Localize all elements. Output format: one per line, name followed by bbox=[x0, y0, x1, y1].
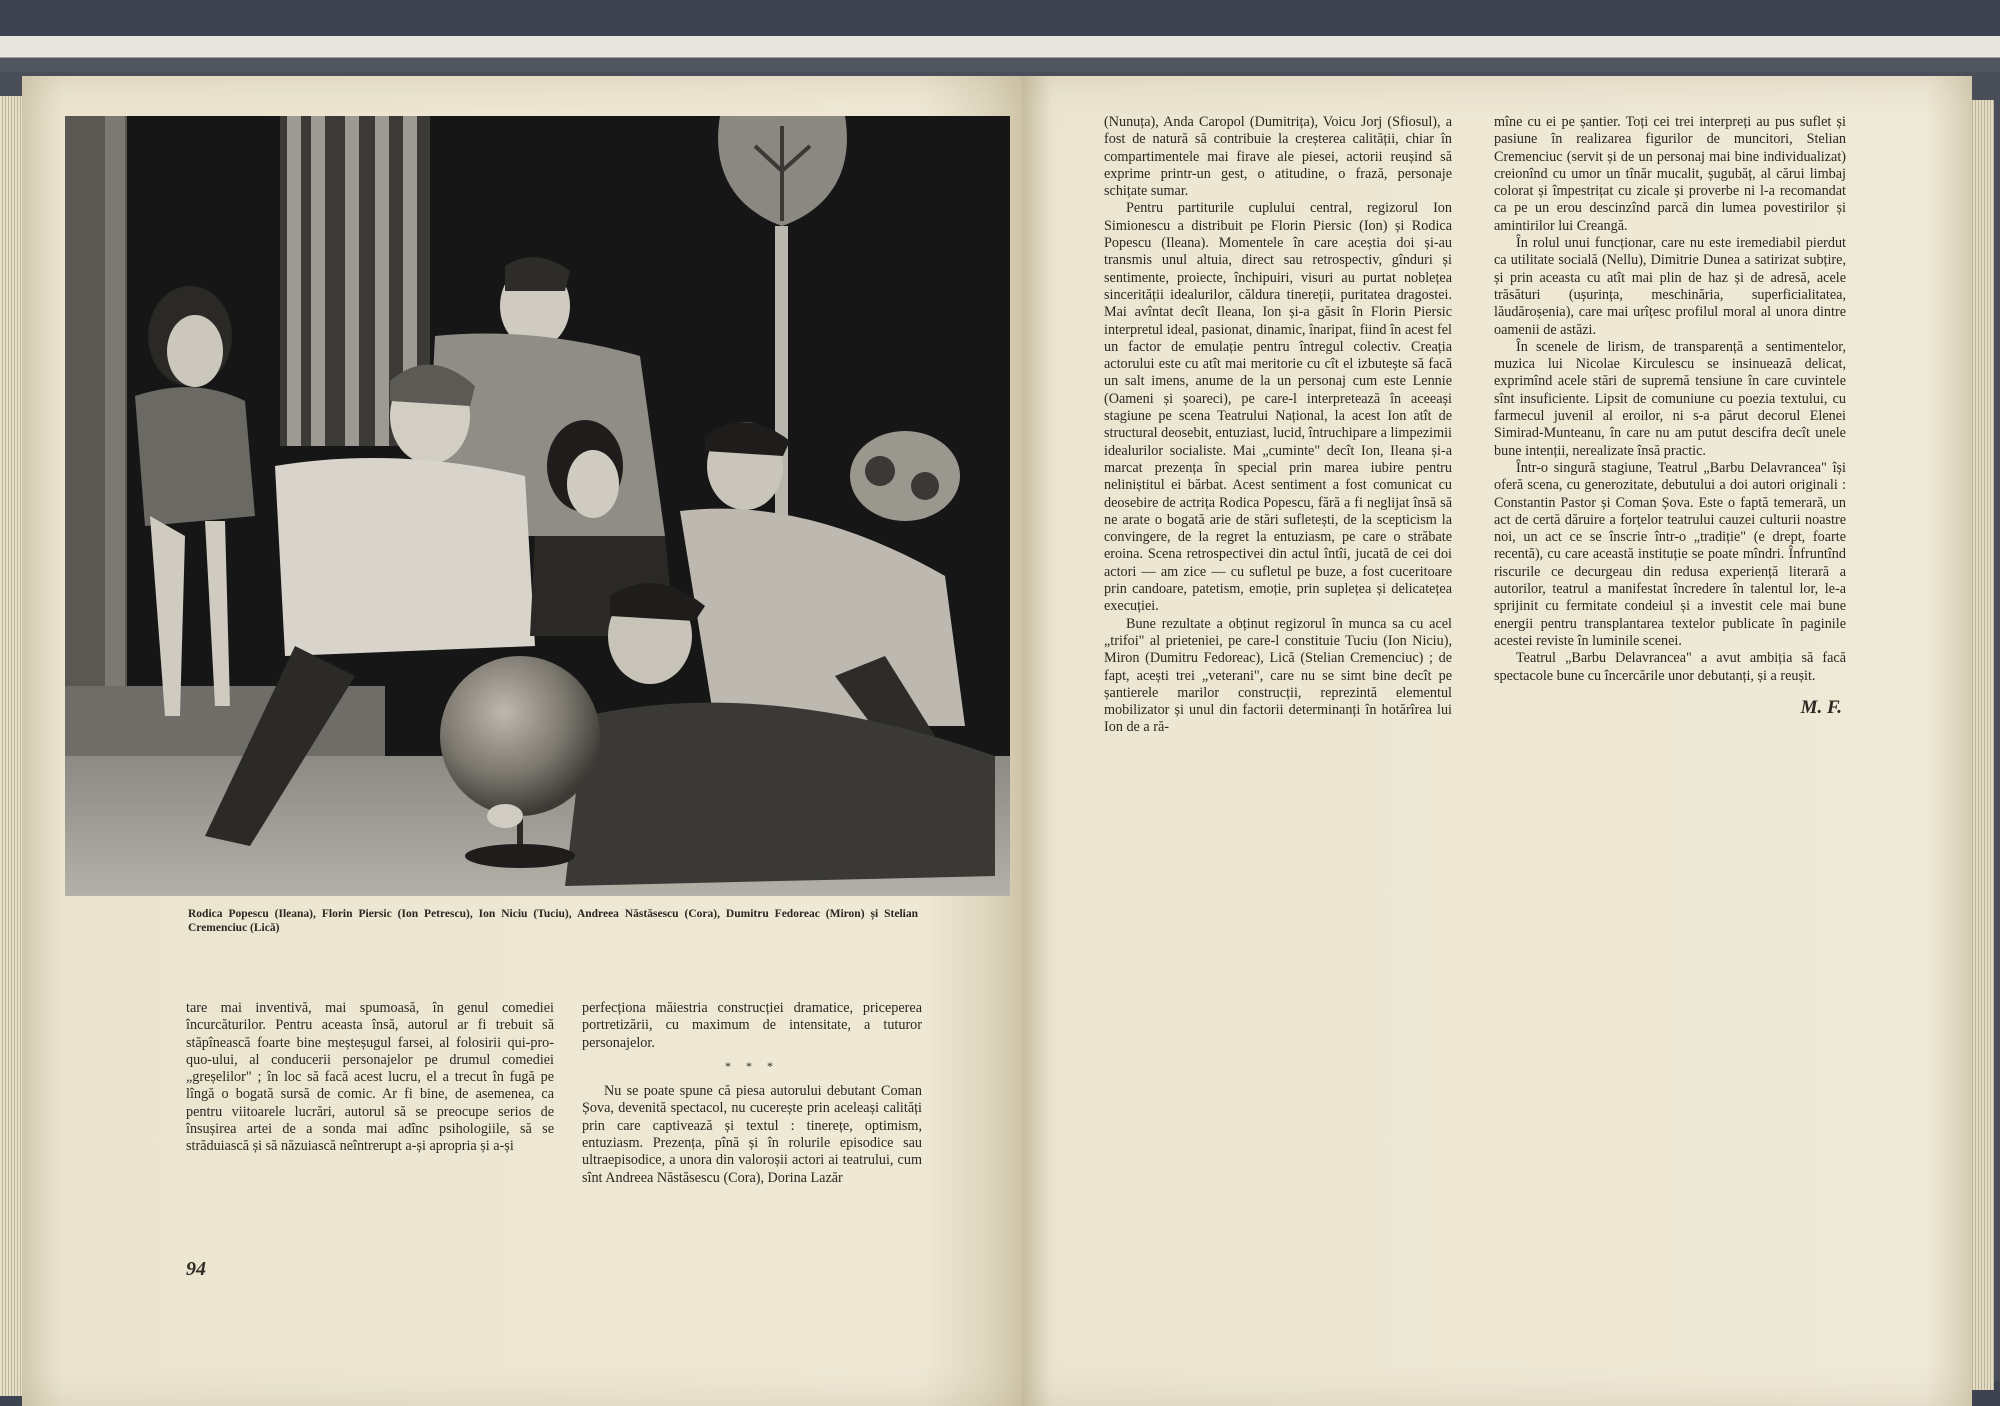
photo-caption: Rodica Popescu (Ileana), Florin Piersic (Ion Petrescu), Ion Niciu (Tuciu), Andreea Năstăsescu (Cora), Dumitru Fedoreac (Miron) și Stelian Cremenciuc (Lică) bbox=[188, 908, 918, 934]
author-signature: M. F. bbox=[1800, 696, 1842, 718]
page-edges-left bbox=[0, 96, 22, 1396]
paragraph: (Nunuța), Anda Caropol (Dumitrița), Voicu Jorj (Sfiosul), a fost de natură să contribuie la creșterea calității, chiar în compartimentele mai firave ale piesei, actorii reușind să exprime printr-un gest, o atitudine, o frază, personaje schițate sumar. bbox=[1104, 114, 1452, 200]
stage-photograph bbox=[65, 116, 1010, 896]
paragraph: Bune rezultate a obținut regizorul în munca sa cu acel „trifoi" al prieteniei, pe care-l constituie Tuciu (Ion Niciu), Miron (Dumitru Fedoreac), Lică (Stelian Cremenciuc) ; de fapt, acești trei „veterani", care nu se simt bine decît pe șantierele marilor construcții, reprezintă elementul mobilizator și unul din factorii determinanți în hotărîrea lui Ion de a ră- bbox=[1104, 615, 1452, 736]
right-column-1 bbox=[1104, 114, 1452, 737]
paragraph: În scenele de lirism, de transparență a sentimentelor, muzica lui Nicolae Kirculescu se insinuează delicat, exprimînd acele stări de supremă tensiune în care cuvintele sînt insuficiente. Lipsit de comuniune cu poezia textului, cu farmecul juvenil al eroilor, ni s-a părut decorul Elenei Simirad-Munteanu, în care nu am putut descifra decît unele bune intenții, nerealizate însă practic. bbox=[1494, 338, 1846, 459]
page-number: 94 bbox=[186, 1258, 206, 1280]
paragraph: tare mai inventivă, mai spumoasă, în genul comediei încurcăturilor. Pentru aceasta însă, autorul ar fi trebuit să stăpînească foarte bine meșteșugul farsei, al folosirii qui-pro-quo-ului, al conducerii personajelor pe drumul comediei „greșelilor" ; în loc să facă acest lucru, el a trecut în fugă pe lîngă o bogată sursă de comic. Ar fi bine, de asemenea, ca pentru viitoarele lucrări, autorul să se preocupe serios de însușirea artei de a sonda mai adînc psihologiile, să se străduiască și să năzuiască neîntrerupt a-și apropria și a-și bbox=[186, 1000, 554, 1155]
right-column-2 bbox=[1494, 114, 1846, 716]
left-column-1 bbox=[186, 1000, 554, 1156]
book-binding-top bbox=[0, 36, 2000, 72]
page-edges-right bbox=[1972, 100, 1994, 1390]
paragraph: perfecționa măiestria construcției dramatice, priceperea portretizării, cu maximum de intensitate, a tuturor personajelor. bbox=[582, 1000, 922, 1051]
paragraph: mîne cu ei pe șantier. Toți cei trei interpreți au pus suflet și pasiune în realizarea figurilor de muncitori, Stelian Cremenciuc (servit și de un personaj mai bine individualizat) creionînd cu umor un tînăr mucalit, șugubăț, al cărui limbaj colorat și împestrițat cu zicale și proverbe ni l-a recomandat ca pe un erou descinzînd parcă din lumea povestirilor și amintirilor lui Creangă. bbox=[1494, 114, 1846, 234]
paragraph: Într-o singură stagiune, Teatrul „Barbu Delavrancea" își oferă scena, cu generozitate, debutului a doi autori originali : Constantin Pastor și Coman Șova. Este o faptă temerară, un act de certă dăruire a forțelor teatrului cauzei culturii noastre noi, un act ce se înscrie într-o „tradiție" (e drept, foarte recentă), cu care această instituție se poate mîndri. Înfruntînd riscurile ce decurgeau din redusa experiență literară a autorilor, teatrul a manifestat încredere în talentul lor, le-a sprijinit cu fermitate condeiul și a investit cele mai bune energii pentru transplantarea textelor publicate în paginile acestei reviste în luminile scenei. bbox=[1494, 459, 1846, 649]
section-separator: * * * bbox=[725, 1058, 779, 1073]
left-column-2 bbox=[582, 1000, 922, 1187]
paragraph: Teatrul „Barbu Delavrancea" a avut ambiția să facă spectacole bune cu încercările unor debutanți, și a reușit. bbox=[1494, 650, 1846, 684]
paragraph: Nu se poate spune că piesa autorului debutant Coman Șova, devenită spectacol, nu cucerește prin aceleași calități prin care captivează și textul : tinerețe, optimism, entuziasm. Prezența, pînă și în rolurile episodice sau ultraepisodice, a unora din valoroșii actori ai teatrului, cum sînt Andreea Năstăsescu (Cora), Dorina Lazăr bbox=[582, 1083, 922, 1186]
paragraph: În rolul unui funcționar, care nu este iremediabil pierdut ca utilitate socială (Nellu), Dimitrie Dunea a satirizat subțire, și prin aceasta cu atît mai plin de haz și de adresă, acele trăsături (ușurința, meschinăria, superficialitatea, lăudăroșenia), care mai urîțesc profilul moral al unora dintre oamenii de astăzi. bbox=[1494, 235, 1846, 338]
paragraph: Pentru partiturile cuplului central, regizorul Ion Simionescu a distribuit pe Florin Piersic (Ion) și Rodica Popescu (Ileana). Momentele în care aceștia doi și-au transmis unul altuia, direct sau retrospectiv, gînduri și sentimente, proiecte, închipuiri, visuri au purtat noblețea sincerității idealurilor, căldura tinereții, puritatea dragostei. Mai avîntat decît Ileana, Ion și-a găsit în Florin Piersic interpretul ideal, pasionat, dinamic, înaripat, fiind în acest fel un factor de emulație pentru întregul colectiv. Creația actorului este cu atît mai meritorie cu cît el izbutește să facă un salt imens, anume de la un personaj cum este Lennie (Oameni și șoareci), pe care-l interpretează în aceeași stagiune pe scena Teatrului Național, la acest Ion atît de structural deosebit, entuziast, lucid, întruchipare a limpezimii idealurilor socialiste. Mai „cuminte" decît Ion, Ileana și-a marcat prezența în special prin marea iubire pentru neliniștitul ei bărbat. Acest sentiment a fost comunicat cu deosebire de actrița Rodica Popescu, fără a fi neglijat însă să ne arate o bogată arie de stări sufletești, de la scepticism la convingere, de la regret la entuziasm, pe care o străbate eroina. Scena retrospectivei din actul întîi, jucată de cei doi actori — am zice — cu sufletul pe buze, a fost cuceritoare prin candoare, patetism, emoție, prin suplețea și delicatețea execuției. bbox=[1104, 200, 1452, 615]
